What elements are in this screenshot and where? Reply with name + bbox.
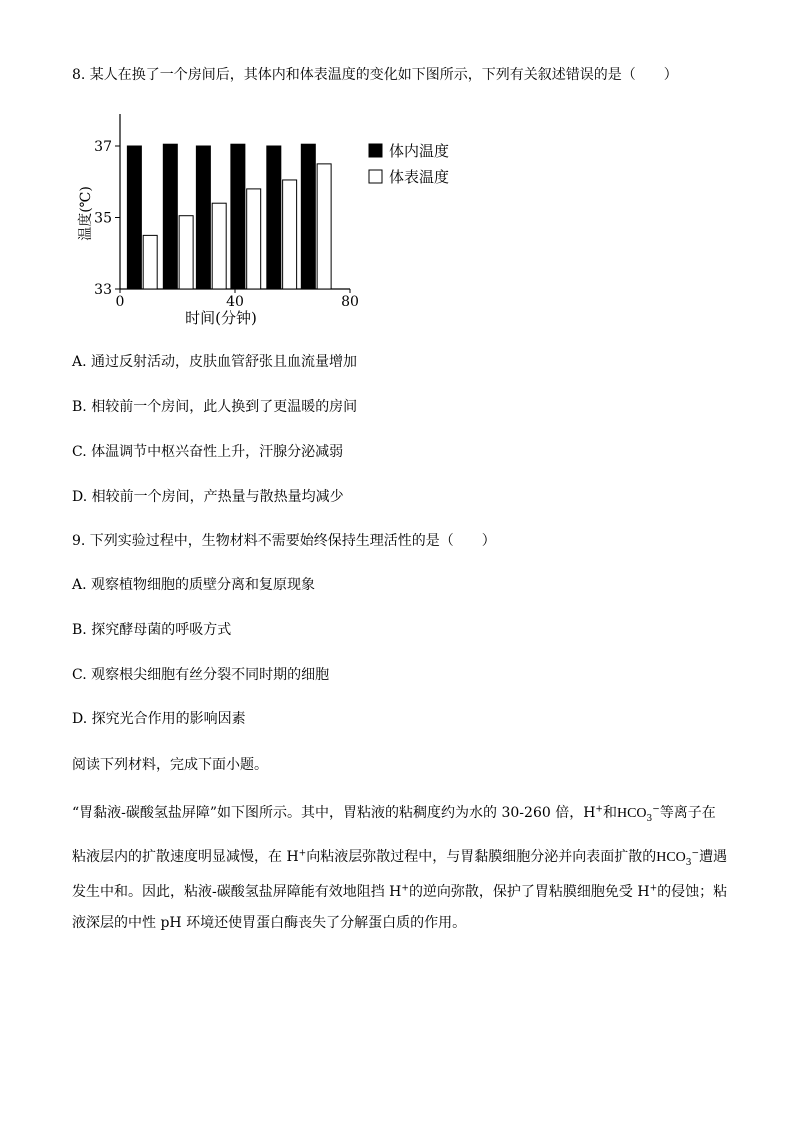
x-tick-label: 40 [226, 294, 244, 310]
question-9-option-b: B. 探究酵母菌的呼吸方式 [72, 622, 232, 638]
temperature-bar-chart [72, 108, 472, 338]
question-8-option-d: D. 相较前一个房间，产热量与散热量均减少 [72, 489, 344, 505]
y-tick-label: 33 [94, 282, 112, 298]
reading-line-2: 粘液层内的扩散速度明显减慢，在 H+向粘液层弥散过程中，与胃黏膜细胞分泌并向表面扩散的$HCO_3^-$遭遇 [72, 848, 728, 868]
legend-swatch [369, 170, 382, 183]
legend-swatch [369, 144, 382, 157]
bar-surface-temp [143, 235, 157, 289]
question-9-option-c: C. 观察根尖细胞有丝分裂不同时期的细胞 [72, 667, 330, 683]
y-tick-label: 35 [94, 210, 112, 227]
question-9-option-a: A. 观察植物细胞的质壁分离和复原现象 [72, 577, 316, 593]
question-8-stem: 8. 某人在换了一个房间后，其体内和体表温度的变化如下图所示，下列有关叙述错误的是（ ） [72, 67, 678, 83]
question-8-option-c: C. 体温调节中枢兴奋性上升，汗腺分泌减弱 [72, 444, 344, 460]
reading-line-4: 液深层的中性 pH 环境还使胃蛋白酶丧失了分解蛋白质的作用。 [72, 915, 467, 931]
bar-internal-temp [127, 146, 141, 289]
legend-label: 体表温度 [389, 168, 450, 186]
question-9-stem: 9. 下列实验过程中，生物材料不需要始终保持生理活性的是（ ） [72, 533, 496, 549]
bar-internal-temp [163, 144, 177, 289]
bar-internal-temp [301, 144, 315, 289]
bar-surface-temp [179, 216, 193, 289]
reading-line-3: 发生中和。因此，粘液-碳酸氢盐屏障能有效地阻挡 H+的逆向弥散，保护了胃粘膜细胞免受 H+的侵蚀；粘 [72, 883, 728, 900]
legend-label: 体内温度 [389, 142, 450, 160]
bar-surface-temp [317, 164, 331, 289]
bar-surface-temp [283, 180, 297, 289]
question-9-option-d: D. 探究光合作用的影响因素 [72, 711, 246, 727]
bar-internal-temp [196, 146, 210, 289]
y-tick-label: 37 [94, 139, 112, 155]
bar-surface-temp [212, 203, 226, 289]
y-axis-label: 温度(℃) [78, 186, 94, 241]
bar-internal-temp [267, 146, 281, 289]
question-8-option-a: A. 通过反射活动，皮肤血管舒张且血流量增加 [72, 354, 358, 370]
reading-intro: 阅读下列材料，完成下面小题。 [72, 757, 268, 773]
bar-internal-temp [231, 144, 245, 289]
bar-surface-temp [247, 189, 261, 289]
question-8-option-b: B. 相较前一个房间，此人换到了更温暖的房间 [72, 399, 358, 415]
x-tick-label: 0 [115, 294, 125, 310]
reading-line-1: “胃黏液-碳酸氢盐屏障”如下图所示。其中，胃粘液的粘稠度约为水的 30-260 倍，H+和$HCO_3^-$等离子在 [72, 804, 716, 824]
x-axis-label: 时间(分钟) [185, 309, 257, 327]
x-tick-label: 80 [341, 294, 359, 310]
